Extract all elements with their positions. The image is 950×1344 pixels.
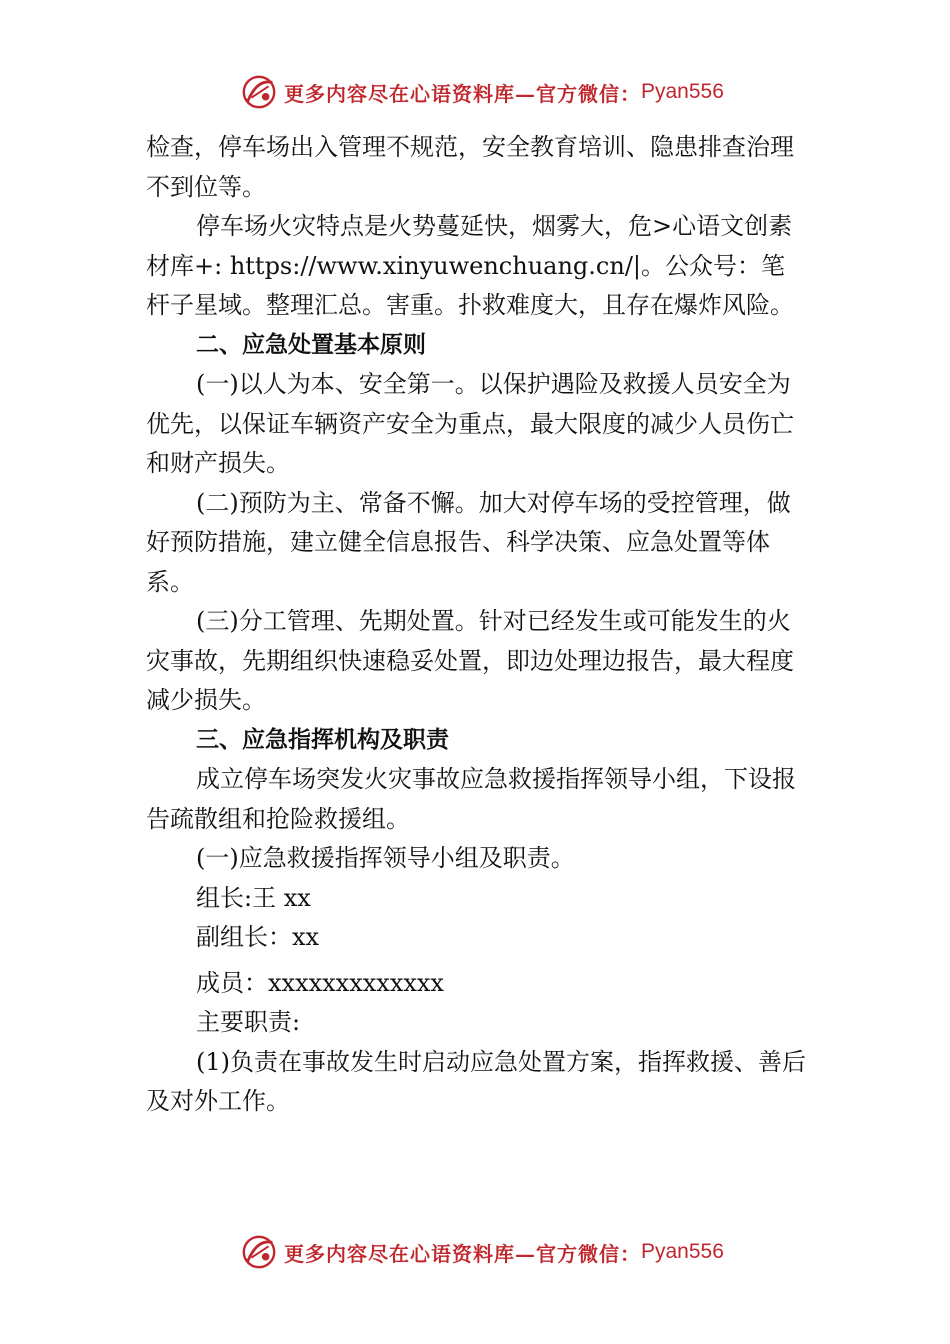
paragraph-principle-1: (一)以人为本、安全第一。以保护遇险及救援人员安全为优先，以保证车辆资产安全为重点，最大限度的减少人员伤亡和财产损失。 [146,370,794,477]
paragraph-principle-2: (二)预防为主、常备不懈。加大对停车场的受控管理，做好预防措施，建立健全信息报告、科学决策、应急处置等体系。 [146,488,791,596]
banner-wechat-id: Pyan556 [641,80,724,103]
paragraph-fire-features: 停车场火灾特点是火势蔓延快，烟雾大，危>心语文创素材库+: https://www.xinyuwenchuang.cn/|。公众号：笔杆子星域。整理汇总。害重。扑救难度大，且存在爆炸风险。 [146,212,794,319]
duty-item-1: (1)负责在事故发生时启动应急处置方案，指挥救援、善后及对外工作。 [146,1047,806,1115]
team-leader-line: 组长:王 xx [196,883,311,912]
section-heading-principles: 二、应急处置基本原则 [196,331,426,358]
header-watermark-banner [240,72,724,112]
members-line: 成员：xxxxxxxxxxxxx [196,968,444,997]
paragraph-establish-group: 成立停车场突发火灾事故应急救援指挥领导小组，下设报告疏散组和抢险救援组。 [146,765,796,833]
deputy-leader-line: 副组长：xx [196,923,320,951]
paragraph-leadership-group: (一)应急救援指挥领导小组及职责。 [196,844,575,872]
paragraph-continuation: 检查，停车场出入管理不规范，安全教育培训、隐患排查治理不到位等。 [146,133,794,201]
section-heading-command: 三、应急指挥机构及职责 [196,726,449,753]
brand-logo-icon [240,1233,278,1271]
banner-text: 更多内容尽在心语资料库—官方微信： [284,1241,641,1266]
banner-wechat-id: Pyan556 [641,1240,724,1263]
paragraph-principle-3: (三)分工管理、先期处置。针对已经发生或可能发生的火灾事故，先期组织快速稳妥处置，即边处理边报告，最大程度减少损失。 [146,607,794,714]
body-text [146,128,808,1122]
footer-watermark-banner [240,1232,724,1272]
banner-text: 更多内容尽在心语资料库—官方微信： [284,81,641,106]
brand-logo-icon [240,73,278,111]
main-duties-label: 主要职责: [196,1008,301,1036]
